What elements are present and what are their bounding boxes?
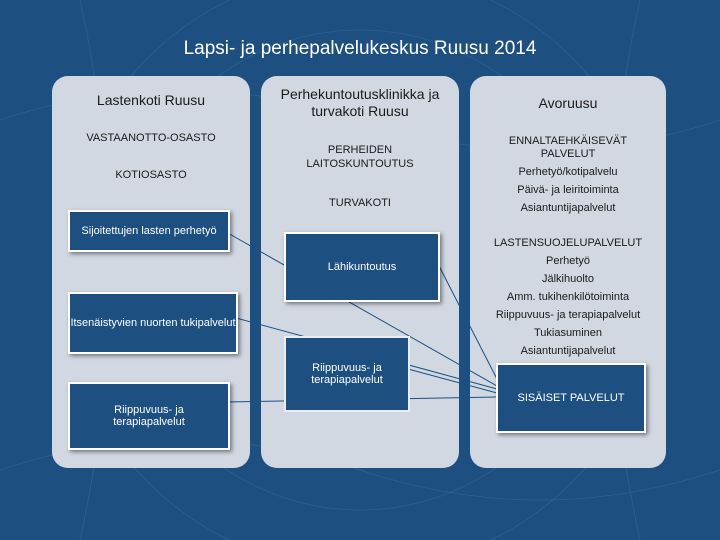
list-item: Asiantuntijapalvelut: [520, 202, 616, 214]
riippuvuus-terapiapalvelut-box-col2[interactable]: [284, 336, 410, 412]
box-label: Sijoitettujen lasten perhetyö: [81, 225, 217, 237]
kotiosasto-label: KOTIOSASTO: [115, 169, 187, 181]
list-item: Amm. tukihenkilötoiminta: [506, 291, 630, 303]
ennaltaehkaisevat-palvelut-title: ENNALTAEHKÄISEVÄT PALVELUT: [508, 135, 628, 160]
box-label: Riippuvuus- ja terapiapalvelut: [311, 362, 383, 386]
perheiden-laitoskuntoutus-label: PERHEIDEN LAITOSKUNTOUTUS: [306, 144, 414, 170]
lastenkoti-heading: Lastenkoti Ruusu: [96, 92, 206, 108]
box-label: Riippuvuus- ja terapiapalvelut: [113, 404, 185, 428]
list-item: Perhetyö/kotipalvelu: [518, 166, 618, 178]
ennaltaehkaisevat-list: [470, 163, 666, 217]
itsenaistyvien-nuorten-tukipalvelut-box[interactable]: [68, 292, 238, 354]
lastensuojelupalvelut-list: [470, 252, 666, 360]
box-label: Itsenäistyvien nuorten tukipalvelut: [70, 317, 236, 329]
box-label: Lähikuntoutus: [327, 261, 397, 273]
riippuvuus-terapiapalvelut-box-col1[interactable]: [68, 382, 230, 450]
list-item: Jälkihuolto: [542, 273, 594, 285]
lastensuojelupalvelut-title: LASTENSUOJELUPALVELUT: [493, 237, 643, 249]
vastaanotto-osasto-label: VASTAANOTTO-OSASTO: [86, 132, 216, 144]
list-item: Päivä- ja leiritoiminta: [517, 184, 619, 196]
lahikuntoutus-box[interactable]: [284, 232, 440, 302]
page-title: Lapsi- ja perhepalvelukeskus Ruusu 2014: [183, 38, 537, 59]
list-item: Perhetyö: [545, 255, 591, 267]
avoruusu-heading: Avoruusu: [538, 95, 598, 111]
perhekuntoutusklinikka-heading: Perhekuntoutusklinikka ja turvakoti Ruusu: [280, 86, 440, 119]
sisaiset-palvelut-box[interactable]: [496, 363, 646, 433]
turvakoti-label: TURVAKOTI: [329, 197, 391, 209]
list-item: Tukiasuminen: [533, 327, 603, 339]
list-item: Asiantuntijapalvelut: [520, 345, 616, 357]
box-label: SISÄISET PALVELUT: [517, 392, 625, 404]
sijoitettujen-lasten-perhetyo-box[interactable]: [68, 210, 230, 252]
list-item: Riippuvuus- ja terapiapalvelut: [495, 309, 641, 321]
